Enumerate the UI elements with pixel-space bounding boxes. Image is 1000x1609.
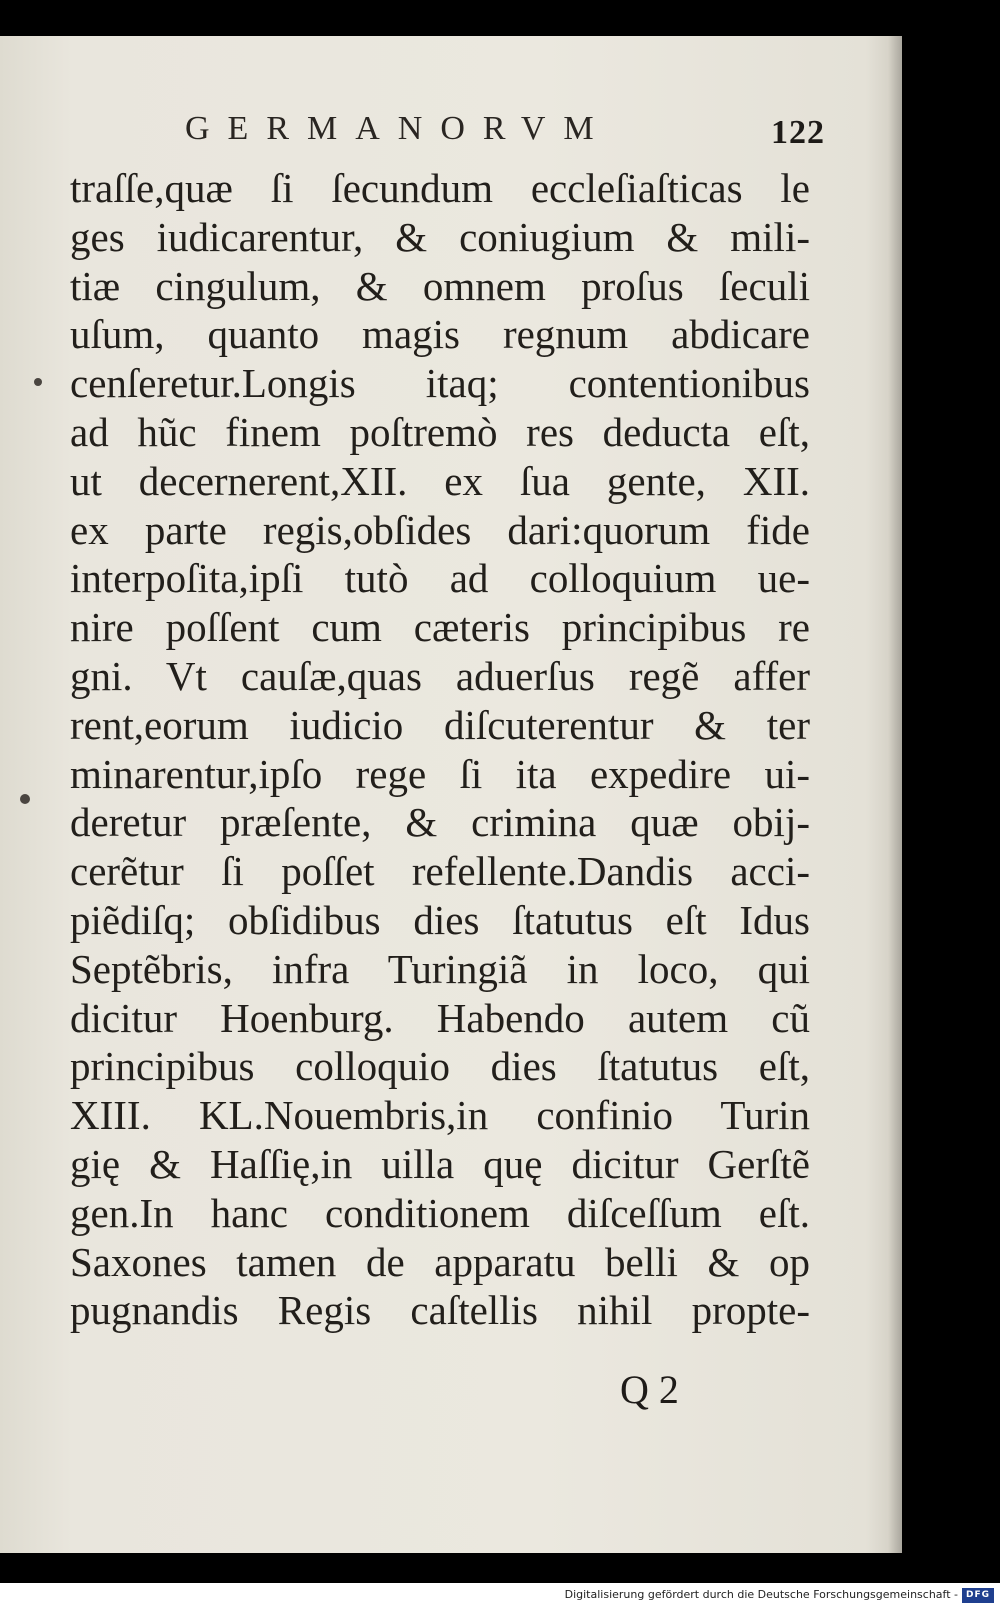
text-line: deretur præſente, & crimina quæ obij- bbox=[70, 799, 810, 846]
text-line: cenſeretur.Longis itaq; contentionibus bbox=[70, 360, 810, 407]
text-line: nire poſſent cum cæteris principibus re bbox=[70, 604, 810, 651]
ink-spot bbox=[34, 378, 42, 386]
text-line: tiæ cingulum, & omnem proſus ſeculi bbox=[70, 262, 810, 309]
text-line: cerẽtur ſi poſſet refellente.Dandis acci- bbox=[70, 848, 810, 895]
funding-credit: Digitalisierung gefördert durch die Deutsche Forschungsgemeinschaft - bbox=[564, 1588, 958, 1601]
text-line: piẽdiſq; obſidibus dies ſtatutus eſt Idus bbox=[70, 896, 810, 943]
text-line: gię & Haſſię,in uilla quę dicitur Gerſtẽ bbox=[70, 1140, 810, 1187]
text-line: gen.In hanc conditionem diſceſſum eſt. bbox=[70, 1189, 810, 1236]
ink-spot bbox=[20, 794, 30, 804]
page-header bbox=[185, 110, 825, 158]
text-line: Saxones tamen de apparatu belli & op bbox=[70, 1238, 810, 1285]
text-line: uſum, quanto magis regnum abdicare bbox=[70, 311, 810, 358]
page-number: 122 bbox=[771, 114, 825, 151]
text-line: ut decernerent,XII. ex ſua gente, XII. bbox=[70, 457, 810, 504]
text-line: pugnandis Regis caſtellis nihil propte- bbox=[70, 1287, 810, 1334]
text-line: minarentur,ipſo rege ſi ita expedire ui- bbox=[70, 750, 810, 797]
text-line: ges iudicarentur, & coniugium & mili- bbox=[70, 213, 810, 260]
text-line: ex parte regis,obſides dari:quorum fide bbox=[70, 506, 810, 553]
text-line: principibus colloquio dies ſtatutus eſt, bbox=[70, 1043, 810, 1090]
text-line: traſſe,quæ ſi ſecundum eccleſiaſticas le bbox=[70, 165, 810, 211]
running-title: GERMANORVM bbox=[185, 110, 612, 147]
scan-border bbox=[0, 1553, 1000, 1583]
text-line: ad hũc finem poſtremò res deducta eſt, bbox=[70, 408, 810, 455]
body-text bbox=[70, 164, 810, 1335]
signature-mark: Q 2 bbox=[620, 1367, 679, 1412]
credit-bar bbox=[0, 1583, 1000, 1609]
text-line: XIII. KL.Nouembris,in confinio Turin bbox=[70, 1092, 810, 1139]
text-line: rent,eorum iudicio diſcuterentur & ter bbox=[70, 701, 810, 748]
book-page bbox=[0, 36, 902, 1553]
text-line: Septẽbris, infra Turingiã in loco, qui bbox=[70, 945, 810, 992]
text-line: interpoſita,ipſi tutò ad colloquium ue- bbox=[70, 555, 810, 602]
text-line: dicitur Hoenburg. Habendo autem cũ bbox=[70, 994, 810, 1041]
dfg-logo: DFG bbox=[962, 1588, 994, 1603]
text-line: gni. Vt cauſæ,quas aduerſus regẽ affer bbox=[70, 652, 810, 699]
